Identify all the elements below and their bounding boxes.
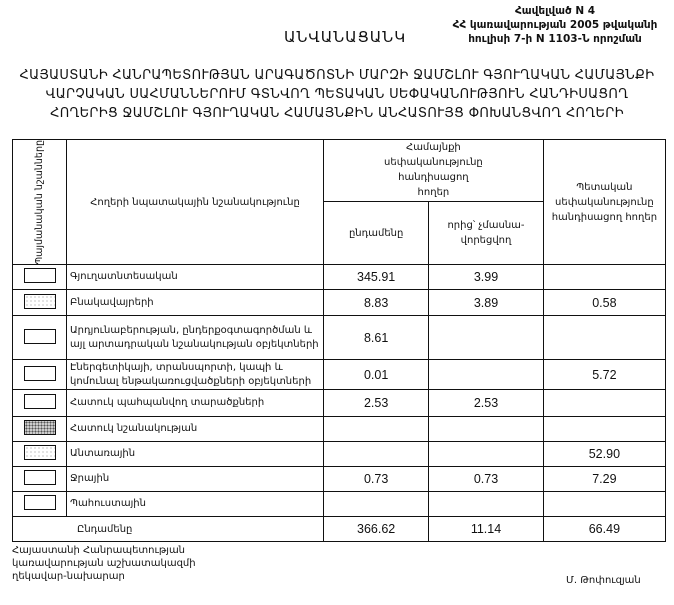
state-cell bbox=[543, 390, 665, 417]
legend-cell bbox=[13, 492, 67, 517]
state-cell: 0.58 bbox=[543, 290, 665, 316]
table-row bbox=[13, 290, 666, 316]
land-table bbox=[12, 139, 666, 542]
purpose-cell: Անտառային bbox=[67, 442, 324, 467]
state-cell: 7.29 bbox=[543, 467, 665, 492]
legend-cell bbox=[13, 265, 67, 290]
header-legend-text: Պայմանական նշանները bbox=[34, 140, 45, 265]
legend-cell bbox=[13, 360, 67, 390]
non-privatized-cell bbox=[429, 492, 544, 517]
heading-line: ՀՈՂԵՐԻՑ ՋԱՄՇԼՈՒ ԳՅՈՒՂԱԿԱՆ ՀԱՄԱՅՆՔԻՆ ԱՆՀԱՏՈՒՅՑ ՓՈԽԱՆՑՎՈՂ ՀՈՂԵՐԻ bbox=[50, 106, 624, 121]
non-privatized-cell: 2.53 bbox=[429, 390, 544, 417]
non-privatized-cell bbox=[429, 417, 544, 442]
legend-cell bbox=[13, 390, 67, 417]
purpose-cell: Արդյունաբերության, ընդերքօգտագործման և այլ արտադրական նշանակության օբյեկտների bbox=[67, 316, 324, 360]
purpose-cell: Հատուկ պահպանվող տարածքների bbox=[67, 390, 324, 417]
legend-cell bbox=[13, 316, 67, 360]
purpose-cell: Հատուկ նշանակության bbox=[67, 417, 324, 442]
purpose-cell: Էներգետիկայի, տրանսպորտի, կապի և կոմունալ ենթակառուցվածքների օբյեկտների bbox=[67, 360, 324, 390]
signatory-line: Հայաստանի Հանրապետության bbox=[12, 545, 186, 556]
signatory-name: Մ. Թոփուզյան bbox=[566, 575, 641, 586]
table-row bbox=[13, 360, 666, 390]
legend-cell bbox=[13, 290, 67, 316]
heading-line: ՎԱՐՉԱԿԱՆ ՍԱՀՄԱՆՆԵՐՈՒՄ ԳՏՆՎՈՂ ՊԵՏԱԿԱՆ ՍԵՓԱԿԱՆՈՒԹՅՈՒՆ ՀԱՆԴԻՍԱՑՈՂ bbox=[45, 87, 629, 102]
state-cell bbox=[543, 417, 665, 442]
table-row bbox=[13, 316, 666, 360]
non-privatized-cell: 3.89 bbox=[429, 290, 544, 316]
header-purpose: Հողերի նպատակային նշանակությունը bbox=[67, 140, 324, 265]
table-row bbox=[13, 467, 666, 492]
header-legend bbox=[13, 140, 67, 265]
totals-non-privatized: 11.14 bbox=[429, 517, 544, 542]
totals-label: Ընդամենը bbox=[13, 517, 324, 542]
total-cell: 345.91 bbox=[324, 265, 429, 290]
header-total: ընդամենը bbox=[324, 201, 429, 265]
non-privatized-cell: 3.99 bbox=[429, 265, 544, 290]
document-title: ԱՆՎԱՆԱՑԱՆԿ bbox=[284, 28, 407, 46]
legend-swatch-icon bbox=[24, 394, 56, 409]
non-privatized-cell bbox=[429, 442, 544, 467]
totals-row bbox=[13, 517, 666, 542]
legend-swatch-icon bbox=[24, 329, 56, 344]
state-cell bbox=[543, 492, 665, 517]
signatory-line: ղեկավար-նախարար bbox=[12, 571, 125, 582]
total-cell: 0.73 bbox=[324, 467, 429, 492]
purpose-cell: Գյուղատնտեսական bbox=[67, 265, 324, 290]
legend-cell bbox=[13, 442, 67, 467]
non-privatized-cell bbox=[429, 316, 544, 360]
table-row bbox=[13, 417, 666, 442]
total-cell: 8.61 bbox=[324, 316, 429, 360]
total-cell: 8.83 bbox=[324, 290, 429, 316]
state-cell: 5.72 bbox=[543, 360, 665, 390]
state-cell: 52.90 bbox=[543, 442, 665, 467]
legend-cell bbox=[13, 417, 67, 442]
purpose-cell: Պահուստային bbox=[67, 492, 324, 517]
legend-swatch-icon bbox=[24, 495, 56, 510]
legend-swatch-icon bbox=[24, 420, 56, 435]
signatory-title bbox=[12, 544, 196, 583]
header-state: Պետական սեփականությունը հանդիսացող հողեր bbox=[543, 140, 665, 265]
legend-swatch-icon bbox=[24, 470, 56, 485]
non-privatized-cell bbox=[429, 360, 544, 390]
total-cell bbox=[324, 442, 429, 467]
total-cell: 0.01 bbox=[324, 360, 429, 390]
header-non-privatized: որից՝ չմասնա- վորեցվող bbox=[429, 201, 544, 265]
state-cell bbox=[543, 316, 665, 360]
total-cell bbox=[324, 417, 429, 442]
legend-swatch-icon bbox=[24, 366, 56, 381]
total-cell bbox=[324, 492, 429, 517]
totals-total: 366.62 bbox=[324, 517, 429, 542]
annex-reference bbox=[440, 4, 670, 46]
document-heading bbox=[0, 66, 674, 123]
purpose-cell: Բնակավայրերի bbox=[67, 290, 324, 316]
total-cell: 2.53 bbox=[324, 390, 429, 417]
table-row bbox=[13, 265, 666, 290]
annex-line: Հավելված N 4 bbox=[514, 5, 596, 17]
signatory-line: կառավարության աշխատակազմի bbox=[12, 558, 196, 569]
legend-swatch-icon bbox=[24, 445, 56, 460]
non-privatized-cell: 0.73 bbox=[429, 467, 544, 492]
legend-swatch-icon bbox=[24, 294, 56, 309]
annex-line: հուլիսի 7-ի N 1103-Ն որոշման bbox=[468, 33, 642, 45]
totals-state: 66.49 bbox=[543, 517, 665, 542]
legend-cell bbox=[13, 467, 67, 492]
table-row bbox=[13, 390, 666, 417]
header-community: Համայնքի սեփականությունը հանդիսացող հողեր bbox=[324, 140, 544, 202]
table-row bbox=[13, 442, 666, 467]
state-cell bbox=[543, 265, 665, 290]
heading-line: ՀԱՅԱՍՏԱՆԻ ՀԱՆՐԱՊԵՏՈՒԹՅԱՆ ԱՐԱԳԱԾՈՏՆԻ ՄԱՐԶԻ ՋԱՄՇԼՈՒ ԳՅՈՒՂԱԿԱՆ ՀԱՄԱՅՆՔԻ bbox=[19, 68, 655, 83]
annex-line: ՀՀ կառավարության 2005 թվականի bbox=[452, 19, 658, 31]
purpose-cell: Ջրային bbox=[67, 467, 324, 492]
legend-swatch-icon bbox=[24, 268, 56, 283]
table-row bbox=[13, 492, 666, 517]
